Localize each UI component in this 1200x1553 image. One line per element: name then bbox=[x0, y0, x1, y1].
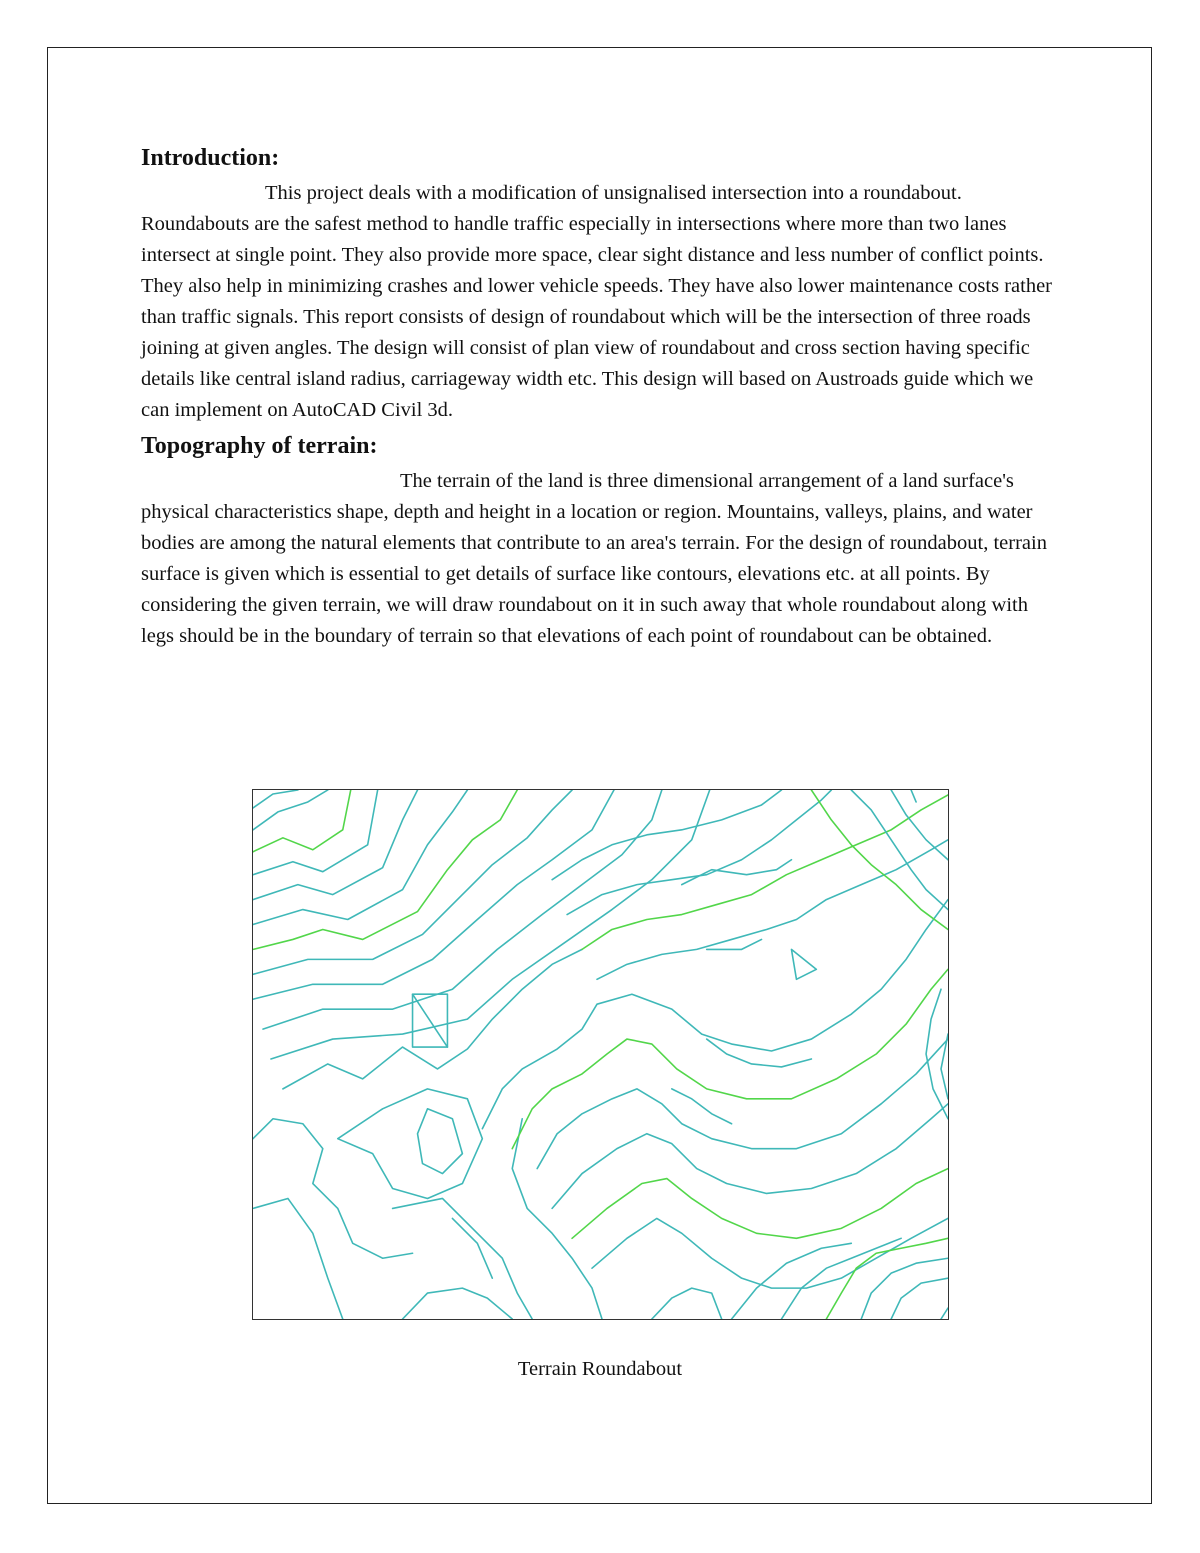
major-contour-line bbox=[512, 969, 948, 1148]
contour-line bbox=[413, 994, 448, 1047]
contour-line bbox=[941, 1308, 948, 1319]
contour-line bbox=[552, 1104, 948, 1209]
contour-line bbox=[567, 790, 831, 915]
major-contour-line bbox=[826, 1238, 948, 1319]
contour-line bbox=[338, 1089, 483, 1199]
contour-line bbox=[911, 790, 916, 802]
contour-line bbox=[861, 1258, 948, 1319]
contour-line bbox=[253, 1198, 343, 1319]
contour-line bbox=[418, 1109, 463, 1174]
contour-line bbox=[253, 1119, 413, 1258]
document-body bbox=[141, 138, 1061, 652]
contour-line bbox=[253, 790, 328, 830]
introduction-heading: Introduction: bbox=[141, 145, 280, 171]
contour-line bbox=[253, 790, 418, 900]
contour-line bbox=[891, 1278, 948, 1319]
major-contour-line bbox=[253, 790, 351, 852]
contour-line bbox=[791, 949, 816, 979]
contour-line bbox=[672, 1089, 732, 1124]
contour-line bbox=[253, 790, 378, 875]
figure-caption: Terrain Roundabout bbox=[517, 1358, 683, 1380]
major-contour-line bbox=[572, 1169, 948, 1239]
contour-line bbox=[537, 1039, 948, 1169]
topography-paragraph: The terrain of the land is three dimensional arrangement of a land surface's physical characteristics shape, depth and height in a location or region. Mountains, valleys, plains, and water bodies are among the natural elements that contribute to an area's terrain. For the design of roundabout, terrain surface is given which is essential to get details of surface like contours, elevations etc. at all points. By considering the given terrain, we will draw roundabout on it in such away that whole roundabout along with legs should be in the boundary of terrain so that elevations of each point of roundabout can be obtained. bbox=[141, 470, 1047, 647]
major-contour-line bbox=[253, 790, 517, 949]
contour-line bbox=[851, 790, 948, 910]
contour-line bbox=[482, 900, 948, 1129]
terrain-contour-map bbox=[253, 790, 948, 1319]
contour-line bbox=[652, 1288, 722, 1319]
topography-heading: Topography of terrain: bbox=[141, 433, 378, 459]
contour-line bbox=[597, 840, 948, 979]
contour-line bbox=[253, 790, 298, 808]
contour-line bbox=[512, 1119, 602, 1319]
major-contour-line bbox=[811, 790, 948, 929]
introduction-paragraph: This project deals with a modification of unsignalised intersection into a roundabout. Roundabouts are the safest method to handle traffic especially in intersections where more than two lanes intersect at single point. They also provide more space, clear sight distance and less number of conflict points. They also help in minimizing crashes and lower vehicle speeds. They have also lower maintenance costs rather than traffic signals. This report consists of design of roundabout which will be the intersection of three roads joining at given angles. The design will consist of plan view of roundabout and cross section having specific details like central island radius, carriageway width etc. This design will based on Austroads guide which we can implement on AutoCAD Civil 3d. bbox=[141, 182, 1052, 421]
contour-line bbox=[263, 790, 662, 1029]
contour-line bbox=[403, 1288, 513, 1319]
terrain-contour-figure bbox=[252, 789, 949, 1320]
contour-line bbox=[253, 790, 614, 999]
contour-line bbox=[283, 949, 582, 1088]
contour-line bbox=[253, 790, 572, 974]
contour-line bbox=[393, 1198, 533, 1319]
